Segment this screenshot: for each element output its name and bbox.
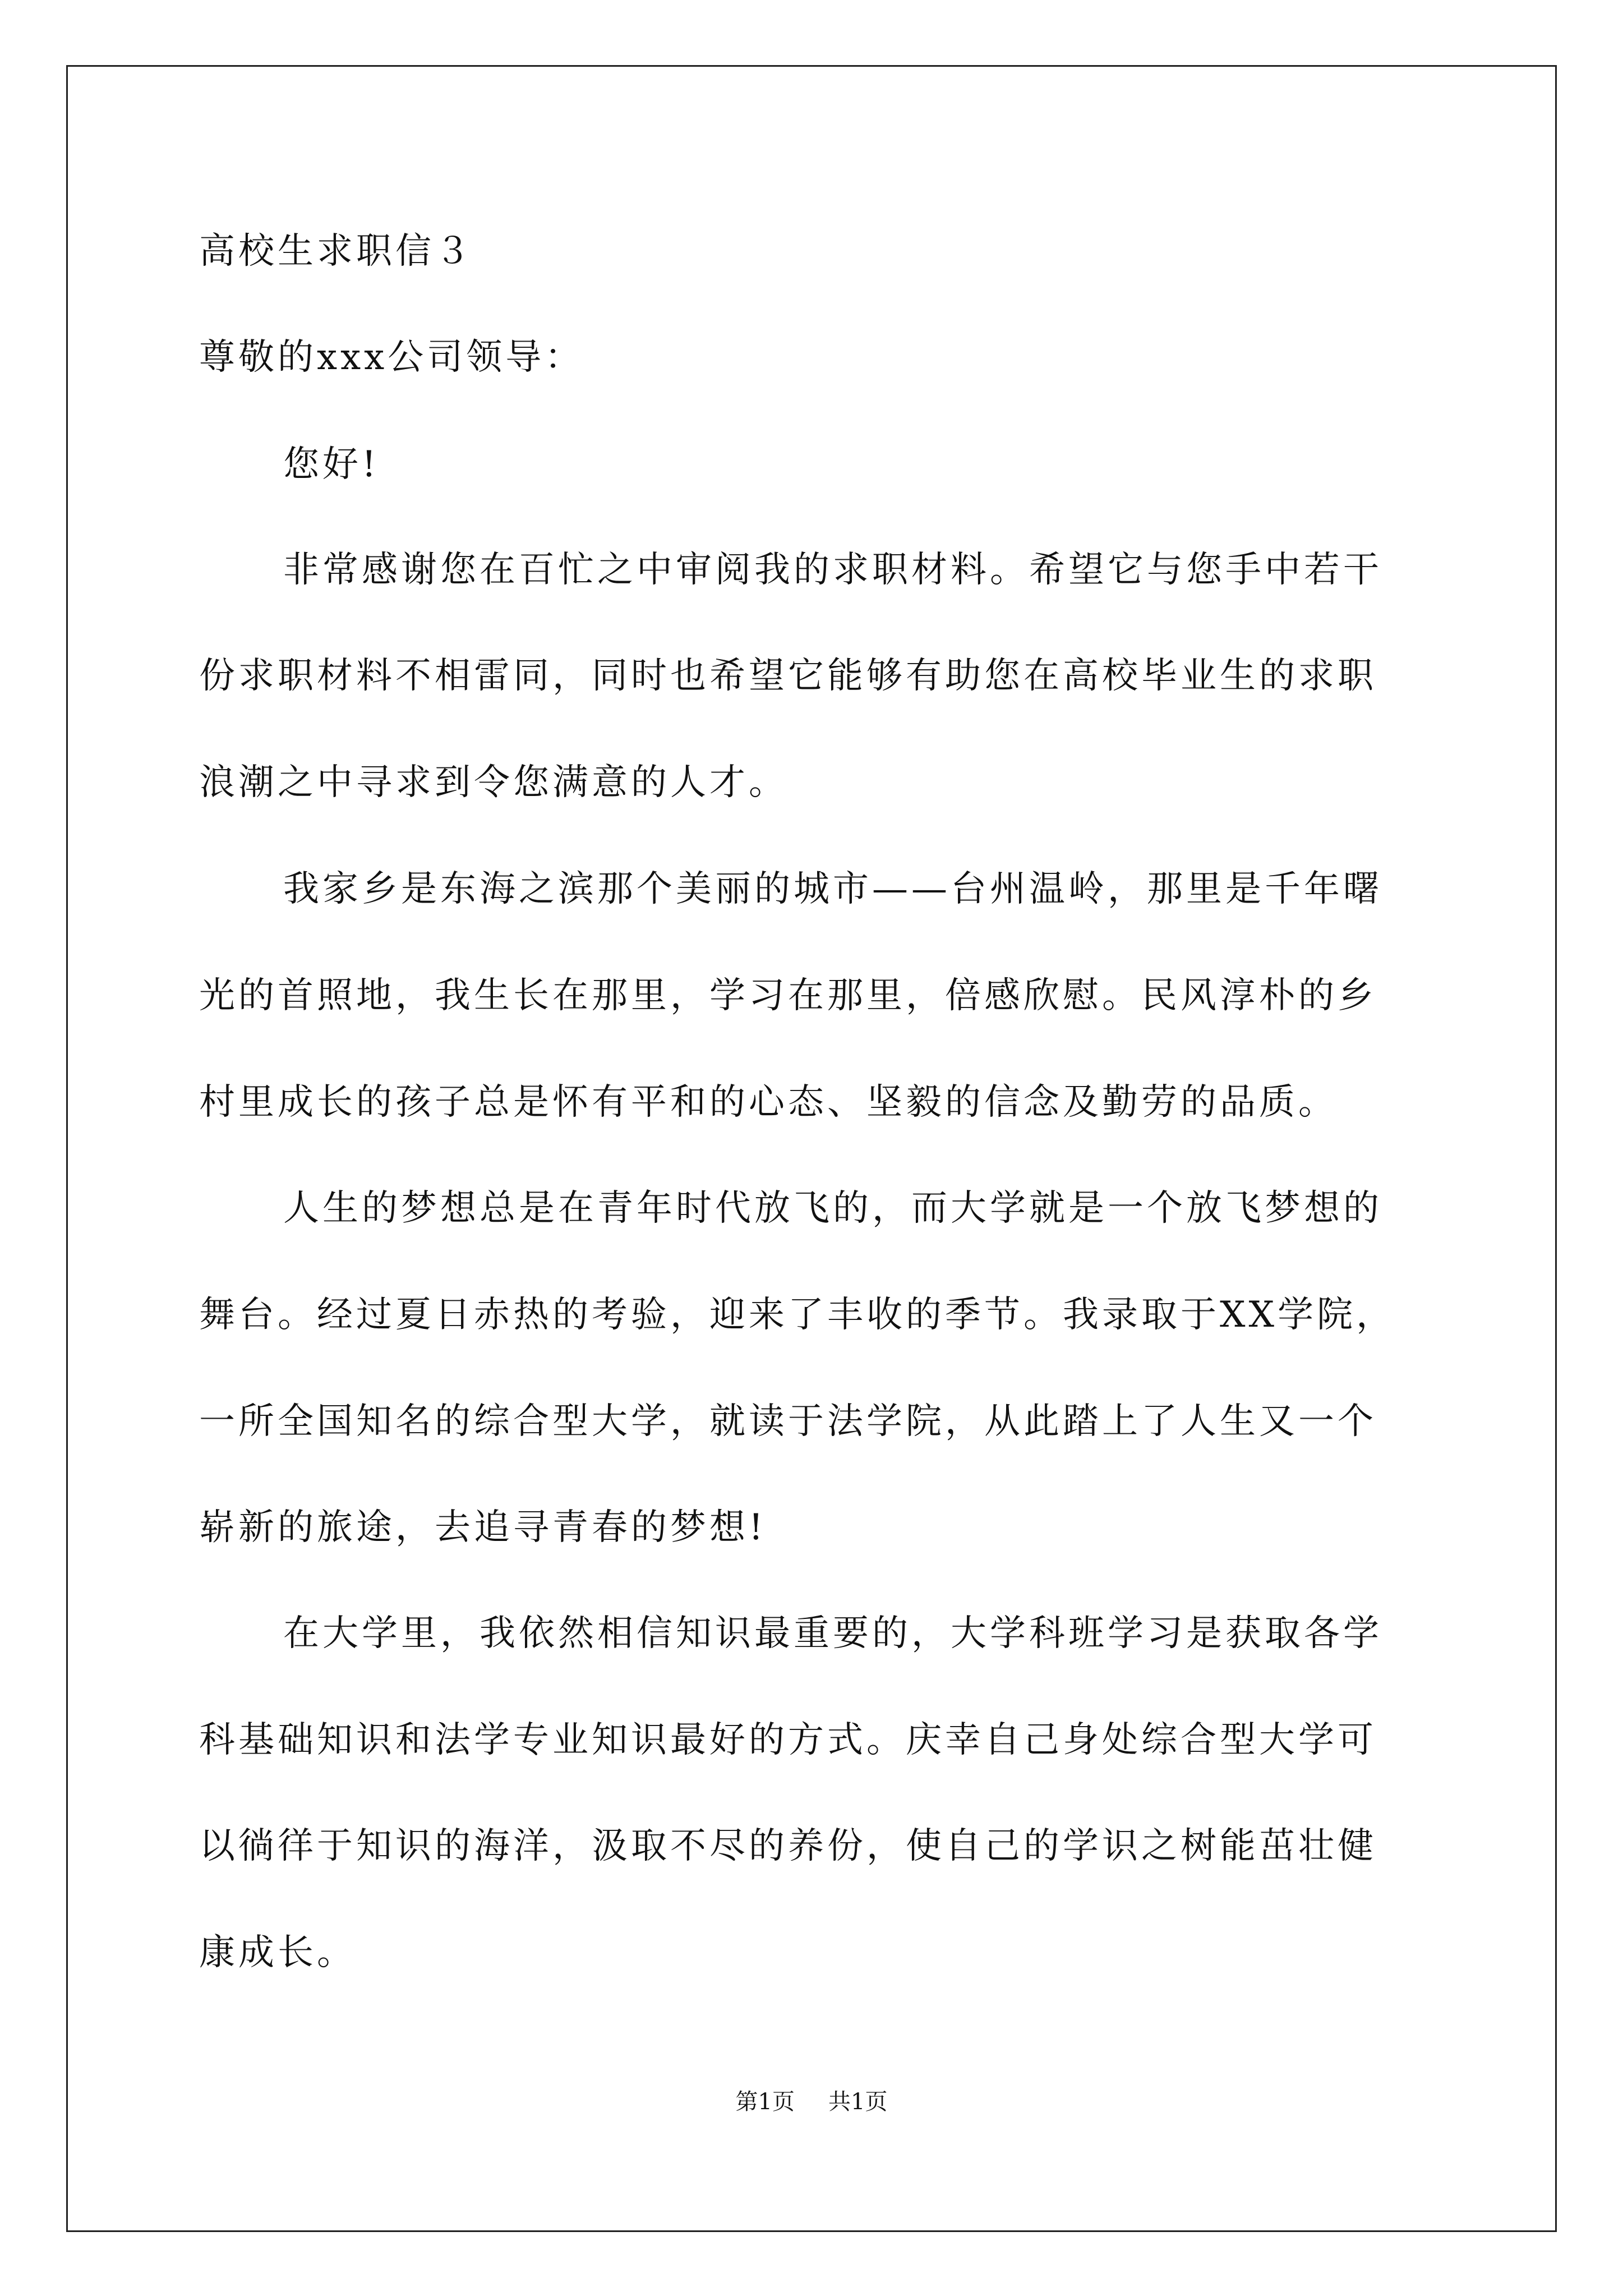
paragraph-4-line-4: 康成长。 [199,1932,356,1973]
greeting: 您好! [283,444,380,485]
page-border [66,65,1557,2232]
paragraph-2-line-2: 光的首照地，我生长在那里，学习在那里，倍感欣慰。民风淳朴的乡 [199,975,1377,1016]
paragraph-2-line-1: 我家乡是东海之滨那个美丽的城市——台州温岭，那里是千年曙 [283,868,1382,910]
page-number-total: 共1页 [828,2089,888,2115]
paragraph-1-line-1: 非常感谢您在百忙之中审阅我的求职材料。希望它与您手中若干 [283,549,1382,591]
salutation: 尊敬的xxx公司领导： [199,337,584,378]
paragraph-4-line-2: 科基础知识和法学专业知识最好的方式。庆幸自己身处综合型大学可 [199,1719,1377,1761]
paragraph-3-line-1: 人生的梦想总是在青年时代放飞的，而大学就是一个放飞梦想的 [283,1188,1382,1229]
paragraph-4-line-1: 在大学里，我依然相信知识最重要的，大学科班学习是获取各学 [283,1613,1382,1654]
paragraph-3-line-3: 一所全国知名的综合型大学，就读于法学院，从此踏上了人生又一个 [199,1401,1377,1442]
paragraph-4-line-3: 以徜徉于知识的海洋，汲取不尽的养份，使自己的学识之树能茁壮健 [199,1825,1377,1867]
paragraph-3-line-2: 舞台。经过夏日赤热的考验，迎来了丰收的季节。我录取于XX学院， [199,1294,1396,1336]
paragraph-1-line-3: 浪潮之中寻求到令您满意的人才。 [199,762,788,803]
page-number-current: 第1页 [735,2089,795,2115]
paragraph-2-line-3: 村里成长的孩子总是怀有平和的心态、坚毅的信念及勤劳的品质。 [199,1082,1338,1123]
document-title: 高校生求职信３ [199,231,474,272]
page-footer [0,2088,1623,2116]
paragraph-3-line-4: 崭新的旅途，去追寻青春的梦想! [199,1507,767,1548]
paragraph-1-line-2: 份求职材料不相雷同，同时也希望它能够有助您在高校毕业生的求职 [199,655,1377,697]
